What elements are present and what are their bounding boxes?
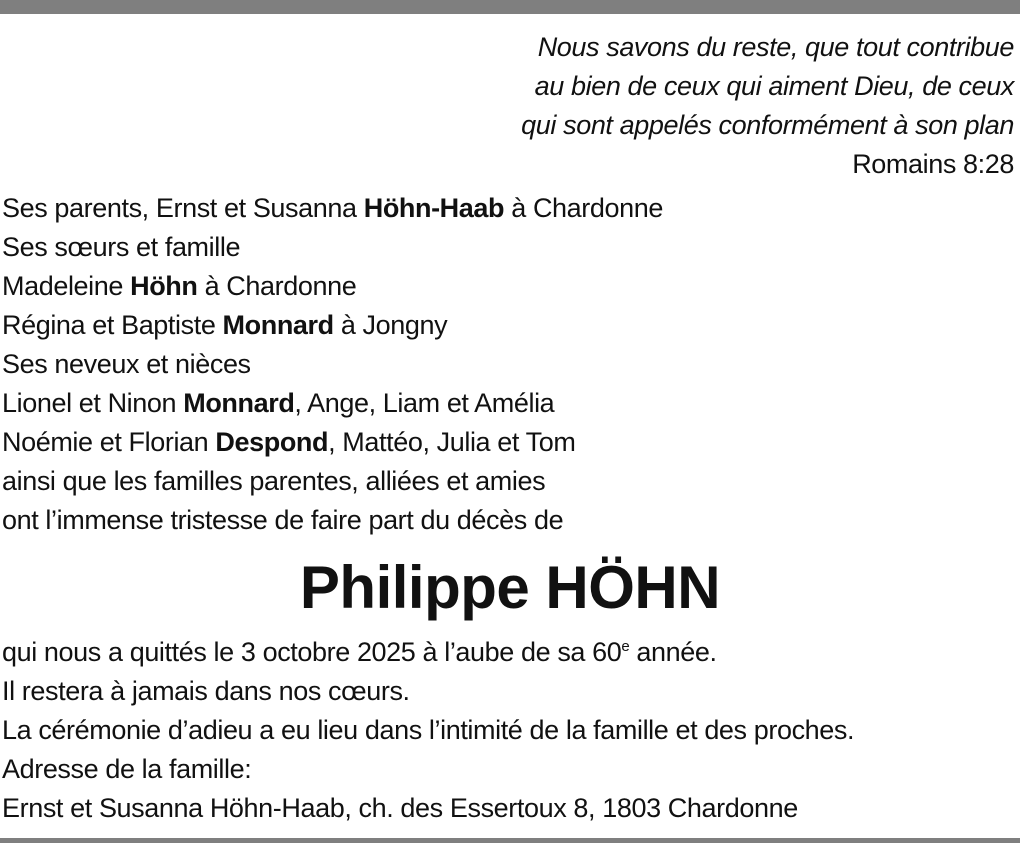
text-segment: Noémie et Florian [2,427,216,457]
verse-line: qui sont appelés conformément à son plan [521,110,1014,140]
closing-line-date [2,633,854,672]
deceased-name: Philippe HÖHN [299,554,721,621]
closing-line-memory: Il restera à jamais dans nos cœurs. [2,676,410,706]
text-segment: Lionel et Ninon [2,388,184,418]
ordinal-superscript: e [621,638,630,655]
family-line-sister-1 [2,267,663,306]
family-announcement [2,189,663,540]
family-line-relatives: ainsi que les familles parentes, alliées et amies [2,466,546,496]
verse-line: Nous savons du reste, que tout contribue [537,32,1014,62]
bottom-border-rule [0,838,1020,843]
family-line-siblings-heading: Ses sœurs et famille [2,232,241,262]
closing-text [2,633,854,828]
surname: Despond [215,427,329,457]
closing-line-address: Ernst et Susanna Höhn-Haab, ch. des Essertoux 8, 1803 Chardonne [2,793,798,823]
surname: Höhn-Haab [363,193,505,223]
surname: Monnard [183,388,295,418]
text-segment: à Chardonne [504,193,663,223]
closing-line-address-label: Adresse de la famille: [2,754,252,784]
family-line-nephews-heading: Ses neveux et nièces [2,349,251,379]
family-line-parents [2,189,663,228]
top-border-rule [0,0,1020,14]
closing-line-ceremony: La cérémonie d’adieu a eu lieu dans l’intimité de la famille et des proches. [2,715,855,745]
family-line-sister-2 [2,306,663,345]
family-line-nephew-1 [2,384,663,423]
text-segment: qui nous a quittés le 3 octobre 2025 à l’aube de sa 60 [2,637,622,667]
text-segment: Régina et Baptiste [2,310,223,340]
text-segment: année. [629,637,717,667]
family-line-nephew-2 [2,423,663,462]
text-segment: à Chardonne [197,271,357,301]
verse-reference: Romains 8:28 [852,149,1014,179]
text-segment: Ses parents, Ernst et Susanna [2,193,364,223]
verse-line: au bien de ceux qui aiment Dieu, de ceux [534,71,1014,101]
surname: Monnard [222,310,334,340]
text-segment: , Mattéo, Julia et Tom [328,427,576,457]
bible-verse [394,28,1014,184]
family-line-announcement: ont l’immense tristesse de faire part du décès de [2,505,564,535]
text-segment: à Jongny [333,310,448,340]
text-segment: , Ange, Liam et Amélia [294,388,555,418]
surname: Höhn [130,271,198,301]
text-segment: Madeleine [2,271,131,301]
